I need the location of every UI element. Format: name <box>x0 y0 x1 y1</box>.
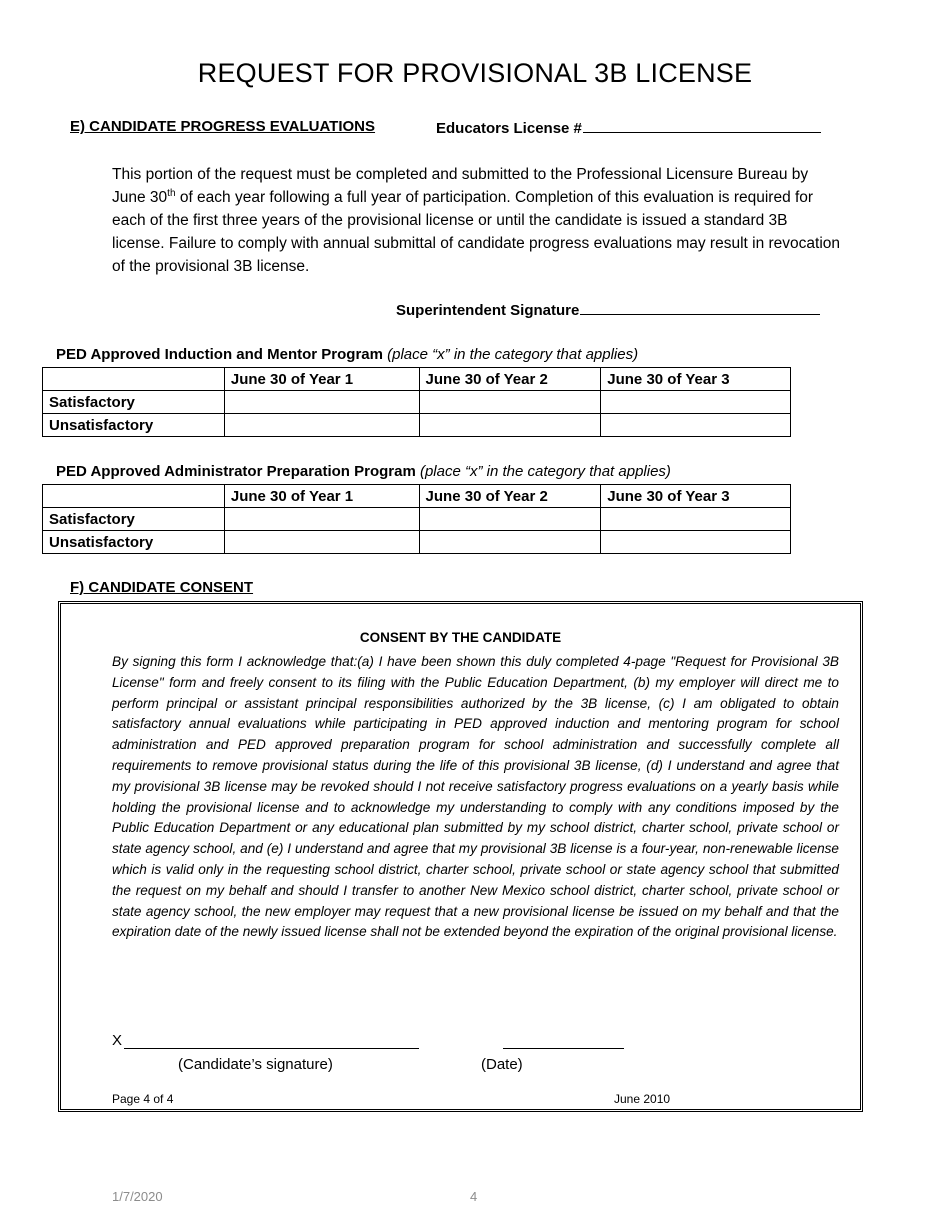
signature-x-mark: X <box>112 1032 123 1049</box>
signature-date-line[interactable] <box>503 1048 624 1049</box>
checkbox-cell[interactable] <box>601 531 791 554</box>
page-indicator: Page 4 of 4 <box>112 1092 174 1106</box>
row-label-unsatisfactory: Unsatisfactory <box>43 531 225 554</box>
checkbox-cell[interactable] <box>224 414 419 437</box>
educators-license-field[interactable] <box>436 118 821 137</box>
table-header-row <box>43 485 791 508</box>
educators-license-label: Educators License # <box>436 120 582 137</box>
checkbox-cell[interactable] <box>601 391 791 414</box>
checkbox-cell[interactable] <box>419 531 601 554</box>
preparation-evaluation-table <box>42 484 791 554</box>
date-label: (Date) <box>481 1056 523 1073</box>
row-label-satisfactory: Satisfactory <box>43 508 225 531</box>
superintendent-signature-label: Superintendent Signature <box>396 302 580 319</box>
checkbox-cell[interactable] <box>224 391 419 414</box>
row-label-satisfactory: Satisfactory <box>43 391 225 414</box>
educators-license-line[interactable] <box>583 118 821 133</box>
consent-box <box>58 601 863 1112</box>
table-header-cell: June 30 of Year 3 <box>601 485 791 508</box>
intro-text-part2: of each year following a full year of participation. Completion of this evaluation is required for each of the first three years of the provisional license or until the candidate is issued a standard 3B license. Failure to comply with annual submittal of candidate progress evaluations may result in revocation of the provisional 3B license. <box>112 189 841 275</box>
induction-evaluation-table <box>42 367 791 437</box>
table-header-cell <box>43 485 225 508</box>
candidate-signature-line[interactable] <box>124 1048 419 1049</box>
table-header-cell: June 30 of Year 1 <box>224 485 419 508</box>
table-header-row <box>43 368 791 391</box>
section-e-heading: E) CANDIDATE PROGRESS EVALUATIONS <box>70 118 376 135</box>
table-row <box>43 391 791 414</box>
table-row <box>43 414 791 437</box>
section-e-instructions <box>112 163 842 278</box>
table-row <box>43 508 791 531</box>
page-title: REQUEST FOR PROVISIONAL 3B LICENSE <box>197 58 753 88</box>
footer-page-number: 4 <box>470 1189 478 1204</box>
induction-program-title <box>56 346 638 363</box>
table-header-cell: June 30 of Year 2 <box>419 485 601 508</box>
superintendent-signature-line[interactable] <box>580 300 820 315</box>
table-row <box>43 531 791 554</box>
table-header-cell: June 30 of Year 1 <box>224 368 419 391</box>
section-f-heading: F) CANDIDATE CONSENT <box>70 579 254 596</box>
checkbox-cell[interactable] <box>419 414 601 437</box>
intro-text-part1: This portion of the request must be completed and submitted to the Professional Licensure Bureau by June 30 <box>112 166 809 206</box>
preparation-program-name: PED Approved Administrator Preparation Program <box>56 463 416 480</box>
checkbox-cell[interactable] <box>419 391 601 414</box>
footer-date: 1/7/2020 <box>112 1189 163 1204</box>
preparation-program-title <box>56 463 671 480</box>
checkbox-cell[interactable] <box>601 508 791 531</box>
preparation-program-instruction: (place “x” in the category that applies) <box>419 463 671 480</box>
checkbox-cell[interactable] <box>601 414 791 437</box>
consent-text: By signing this form I acknowledge that:(a) I have been shown this duly completed 4-page "Request for Provisional 3B License" form and freely consent to its filing with the Public Education Department, (b) my employer will direct me to perform principal or assistant principal responsibilities authorized by the 3B license, (c) I am obligated to obtain satisfactory annual evaluations while participating in PED approved induction and mentoring program for school administration and PED approved preparation program for school administration and successfully complete all requirements to remove provisional status during the life of this provisional 3B license, (d) I understand and agree that my provisional 3B license may be revoked should I not receive satisfactory progress evaluations on a yearly basis while holding the provisional license and to acknowledge my understanding to comply with any conditions imposed by the Public Education Department or any educational plan submitted by my school district, charter school, private school or state agency school, and (e) I understand and agree that my provisional 3B license is a four-year, non-renewable license which is valid only in the requesting school district, charter school, private school or state agency school that submitted the request on my behalf and should I transfer to another New Mexico school district, charter school, private school or state agency school, the new employer may request that a new provisional license be issued on my behalf and that the expiration date of the newly issued license shall not be extended beyond the expiration of the original provisional license. <box>112 654 839 940</box>
superintendent-signature-field[interactable] <box>396 300 820 319</box>
row-label-unsatisfactory: Unsatisfactory <box>43 414 225 437</box>
induction-program-instruction: (place “x” in the category that applies) <box>387 346 639 363</box>
revision-date: June 2010 <box>614 1092 671 1106</box>
induction-program-name: PED Approved Induction and Mentor Program <box>56 346 383 363</box>
table-header-cell: June 30 of Year 3 <box>601 368 791 391</box>
checkbox-cell[interactable] <box>224 508 419 531</box>
consent-heading: CONSENT BY THE CANDIDATE <box>359 630 562 645</box>
checkbox-cell[interactable] <box>224 531 419 554</box>
table-header-cell: June 30 of Year 2 <box>419 368 601 391</box>
candidate-signature-label: (Candidate’s signature) <box>178 1056 333 1073</box>
table-header-cell <box>43 368 225 391</box>
checkbox-cell[interactable] <box>419 508 601 531</box>
intro-superscript: th <box>167 187 176 199</box>
